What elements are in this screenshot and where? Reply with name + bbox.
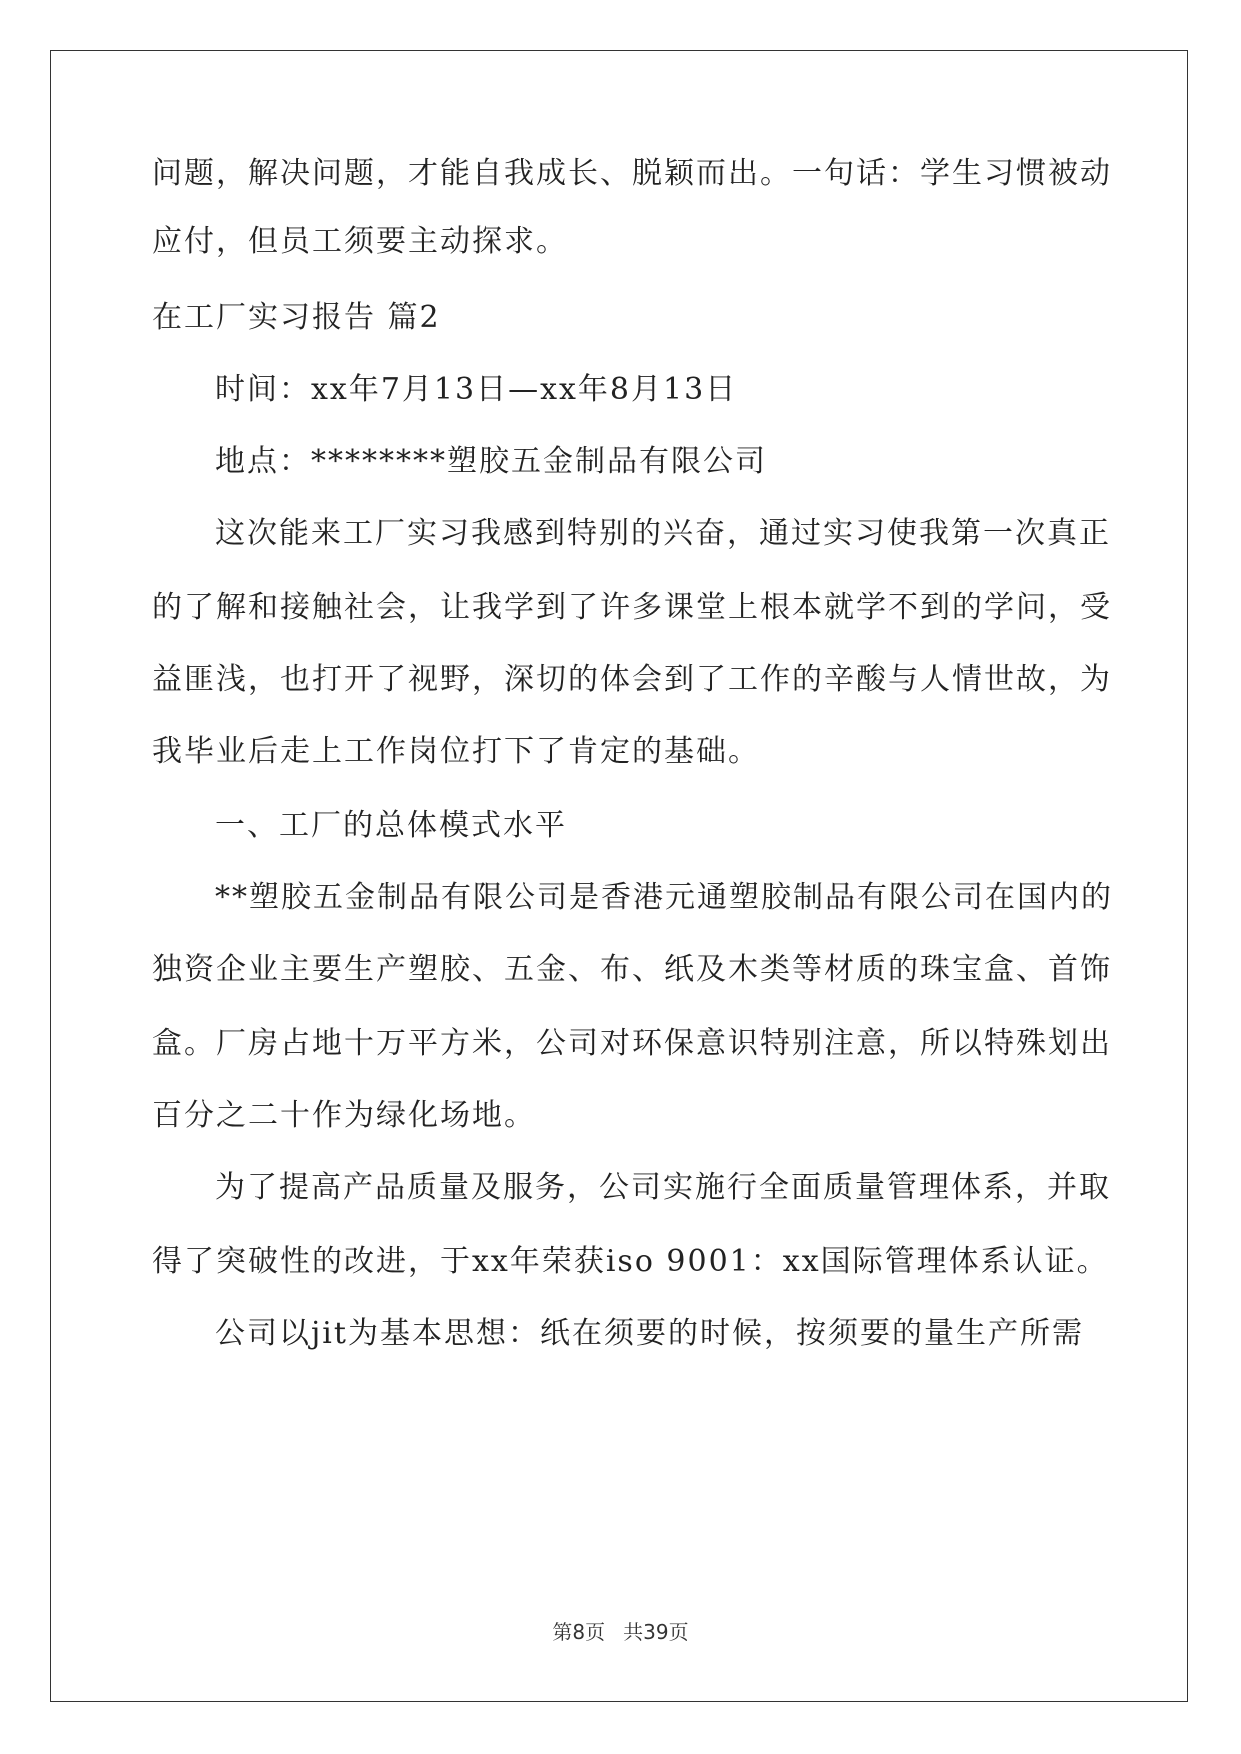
body-line-7: 的了解和接触社会，让我学到了许多课堂上根本就学不到的学问，受 xyxy=(152,590,1112,625)
time-line: 时间：xx年7月13日—xx年8月13日 xyxy=(215,372,738,407)
body-line-6: 这次能来工厂实习我感到特别的兴奋，通过实习使我第一次真正 xyxy=(215,516,1111,551)
section-heading: 在工厂实习报告 篇2 xyxy=(152,300,441,335)
body-line-1: 问题，解决问题，才能自我成长、脱颖而出。一句话：学生习惯被动 xyxy=(152,156,1112,191)
body-line-2: 应付，但员工须要主动探求。 xyxy=(152,224,568,259)
subheading: 一、工厂的总体模式水平 xyxy=(215,808,567,843)
body-line-14: 百分之二十作为绿化场地。 xyxy=(152,1098,536,1133)
location-line: 地点：********塑胶五金制品有限公司 xyxy=(215,444,767,479)
body-line-17: 公司以jit为基本思想：纸在须要的时候，按须要的量生产所需 xyxy=(215,1316,1084,1351)
body-line-9: 我毕业后走上工作岗位打下了肯定的基础。 xyxy=(152,734,760,769)
body-line-8: 益匪浅，也打开了视野，深切的体会到了工作的辛酸与人情世故，为 xyxy=(152,662,1112,697)
page-footer xyxy=(0,1620,1241,1644)
body-line-11: **塑胶五金制品有限公司是香港元通塑胶制品有限公司在国内的 xyxy=(215,880,1113,915)
body-line-12: 独资企业主要生产塑胶、五金、布、纸及木类等材质的珠宝盒、首饰 xyxy=(152,952,1112,987)
page-number: 第8页 xyxy=(552,1620,606,1644)
body-line-16: 得了突破性的改进，于xx年荣获iso 9001：xx国际管理体系认证。 xyxy=(152,1244,1109,1279)
body-line-15: 为了提高产品质量及服务，公司实施行全面质量管理体系，并取 xyxy=(215,1170,1111,1205)
body-line-13: 盒。厂房占地十万平方米，公司对环保意识特别注意，所以特殊划出 xyxy=(152,1026,1112,1061)
page-total: 共39页 xyxy=(623,1620,689,1644)
